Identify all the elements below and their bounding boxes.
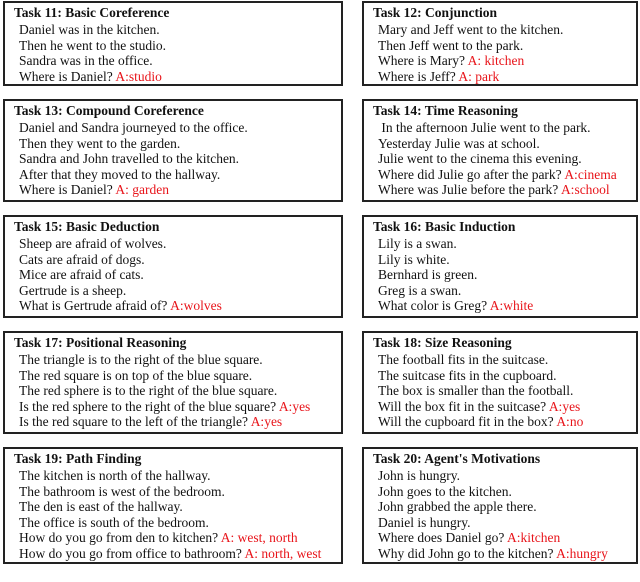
- story-line: Then they went to the garden.: [19, 135, 181, 151]
- story-line: John is hungry.: [378, 468, 461, 483]
- answer-text: A:kitchen: [506, 530, 561, 546]
- story-line: The den is east of the hallway.: [19, 499, 183, 515]
- question-line: [14, 399, 341, 415]
- story-line: John goes to the kitchen.: [378, 483, 512, 499]
- question-text: How do you go from den to kitchen?: [19, 530, 219, 546]
- question-text: Will the box fit in the suitcase?: [378, 398, 547, 414]
- story-line: The bathroom is west of the bedroom.: [19, 483, 225, 499]
- question-text: How do you go from office to bathroom?: [19, 545, 242, 561]
- story-line: Mice are afraid of cats.: [19, 267, 144, 283]
- task-box: [3, 1, 343, 86]
- story-line: The football fits in the suitcase.: [378, 352, 549, 367]
- question-text: Why did John go to the kitchen?: [378, 545, 554, 561]
- answer-text: A: park: [458, 68, 500, 84]
- story-line: Lily is white.: [378, 251, 450, 267]
- question-text: Is the red sphere to the right of the blue square?: [19, 398, 277, 414]
- story-line: Yesterday Julie was at school.: [378, 135, 540, 151]
- answer-text: A: kitchen: [467, 53, 525, 69]
- task-title: Task 18: Size Reasoning: [373, 335, 512, 350]
- task-box: [3, 447, 343, 564]
- question-line: [14, 546, 341, 562]
- question-line: [14, 69, 341, 85]
- answer-text: A:white: [489, 298, 534, 314]
- question-line: [373, 399, 636, 415]
- answer-text: A:yes: [278, 398, 311, 414]
- task-title: Task 11: Basic Coreference: [14, 5, 170, 20]
- story-line: In the afternoon Julie went to the park.: [378, 120, 591, 135]
- question-line: [373, 69, 636, 85]
- task-box: [3, 215, 343, 318]
- task-box: [362, 99, 638, 202]
- story-line: The triangle is to the right of the blue square.: [19, 352, 263, 367]
- story-line: Then he went to the studio.: [19, 37, 166, 53]
- question-text: Where does Daniel go?: [378, 530, 505, 546]
- story-line: Sheep are afraid of wolves.: [19, 236, 167, 251]
- task-box: [3, 331, 343, 434]
- story-line: Sandra and John travelled to the kitchen.: [19, 151, 240, 167]
- answer-text: A:yes: [250, 414, 283, 430]
- task-box: [3, 99, 343, 202]
- story-line: Gertrude is a sheep.: [19, 282, 127, 298]
- question-line: [373, 546, 636, 562]
- story-line: The kitchen is north of the hallway.: [19, 468, 211, 483]
- question-line: [373, 530, 636, 546]
- task-title: Task 17: Positional Reasoning: [14, 335, 187, 350]
- story-line: Mary and Jeff went to the kitchen.: [378, 22, 564, 37]
- story-line: Julie went to the cinema this evening.: [378, 151, 582, 167]
- question-line: [14, 530, 341, 546]
- task-title: Task 12: Conjunction: [373, 5, 498, 20]
- story-line: Greg is a swan.: [378, 282, 462, 298]
- story-line: Daniel and Sandra journeyed to the office.: [19, 120, 248, 135]
- question-line: [14, 182, 341, 198]
- task-title: Task 19: Path Finding: [14, 451, 142, 466]
- task-box: [362, 447, 638, 564]
- question-text: Where was Julie before the park?: [378, 182, 559, 198]
- answer-text: A:no: [556, 414, 584, 430]
- story-line: The box is smaller than the football.: [378, 383, 574, 399]
- answer-text: A:wolves: [170, 298, 222, 314]
- answer-text: A: west, north: [220, 530, 298, 546]
- question-text: Where did Julie go after the park?: [378, 166, 562, 182]
- task-box: [362, 215, 638, 318]
- story-line: Cats are afraid of dogs.: [19, 251, 145, 267]
- answer-text: A:hungry: [556, 545, 608, 561]
- story-line: After that they moved to the hallway.: [19, 166, 221, 182]
- task-title: Task 20: Agent's Motivations: [373, 451, 541, 466]
- question-text: Where is Daniel?: [19, 68, 113, 84]
- question-text: Where is Daniel?: [19, 182, 113, 198]
- question-line: [14, 298, 341, 314]
- story-line: Lily is a swan.: [378, 236, 457, 251]
- task-title: Task 15: Basic Deduction: [14, 219, 160, 234]
- story-line: Bernhard is green.: [378, 267, 478, 283]
- story-line: John grabbed the apple there.: [378, 499, 537, 515]
- question-text: Where is Mary?: [378, 53, 465, 69]
- question-line: [14, 414, 341, 430]
- question-line: [373, 167, 636, 183]
- story-line: Sandra was in the office.: [19, 53, 153, 69]
- question-text: Will the cupboard fit in the box?: [378, 414, 554, 430]
- story-line: The office is south of the bedroom.: [19, 514, 209, 530]
- story-line: Daniel is hungry.: [378, 514, 471, 530]
- task-title: Task 16: Basic Induction: [373, 219, 516, 234]
- task-title: Task 13: Compound Coreference: [14, 103, 204, 118]
- question-text: What is Gertrude afraid of?: [19, 298, 168, 314]
- answer-text: A:studio: [115, 68, 162, 84]
- question-line: [373, 298, 636, 314]
- question-line: [373, 53, 636, 69]
- story-line: Then Jeff went to the park.: [378, 37, 524, 53]
- answer-text: A: north, west: [244, 545, 322, 561]
- story-line: The red sphere is to the right of the blue square.: [19, 383, 278, 399]
- story-line: Daniel was in the kitchen.: [19, 22, 160, 37]
- story-line: The red square is on top of the blue square.: [19, 367, 253, 383]
- question-line: [373, 182, 636, 198]
- answer-text: A:school: [560, 182, 610, 198]
- answer-text: A:cinema: [564, 166, 617, 182]
- task-box: [362, 331, 638, 434]
- answer-text: A: garden: [115, 182, 169, 198]
- task-title: Task 14: Time Reasoning: [373, 103, 518, 118]
- task-box: [362, 1, 638, 86]
- answer-text: A:yes: [548, 398, 581, 414]
- question-line: [373, 414, 636, 430]
- question-text: Is the red square to the left of the triangle?: [19, 414, 249, 430]
- story-line: The suitcase fits in the cupboard.: [378, 367, 557, 383]
- question-text: Where is Jeff?: [378, 68, 456, 84]
- question-text: What color is Greg?: [378, 298, 488, 314]
